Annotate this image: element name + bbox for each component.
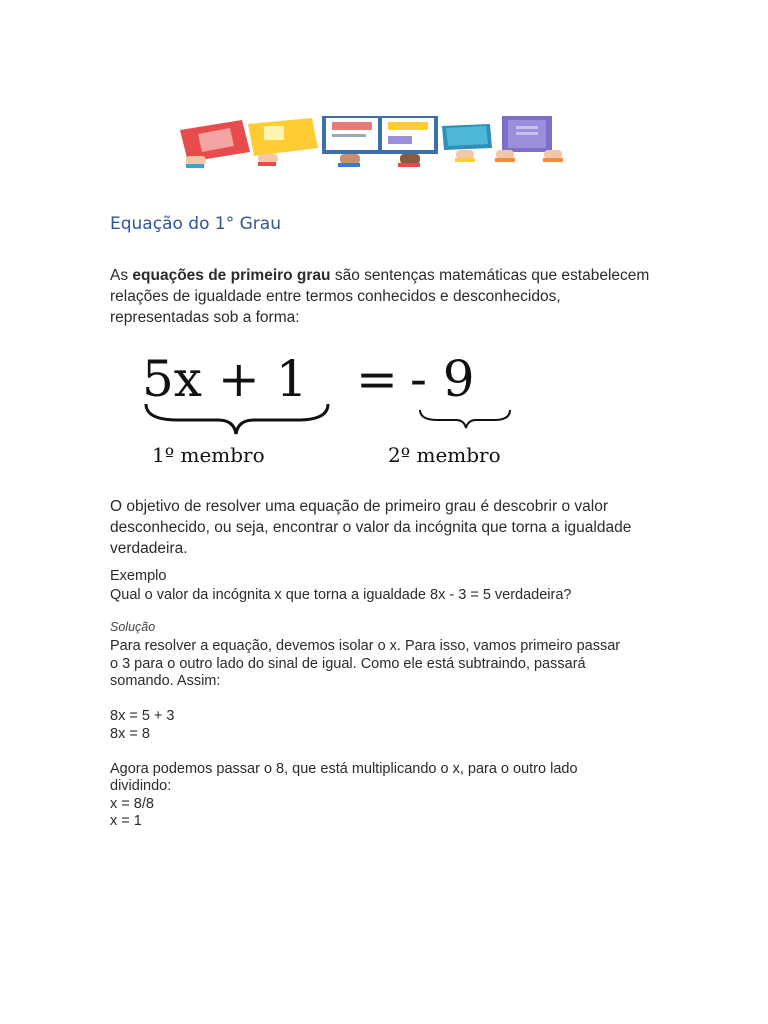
section-heading: Equação do 1° Grau: [110, 214, 281, 234]
solution-text-line: Para resolver a equação, devemos isolar o x. Para isso, vamos primeiro passar: [110, 638, 621, 654]
example-question: Qual o valor da incógnita x que torna a igualdade 8x - 3 = 5 verdadeira?: [110, 587, 572, 603]
left-member-brace: [146, 404, 328, 434]
solution-text-line: dividindo:: [110, 778, 172, 794]
spacer: [110, 691, 670, 709]
intro-text-start: As: [110, 267, 133, 284]
purple-book-icon: [495, 116, 563, 162]
intro-bold-term: equações de primeiro grau: [132, 267, 331, 284]
teal-book-icon: [442, 124, 492, 162]
solution-label: Solução: [110, 620, 156, 634]
equation-right-part: - 9: [410, 352, 475, 408]
equation-equals: =: [356, 352, 398, 408]
intro-paragraph: [110, 265, 650, 328]
solution-step: 8x = 8: [110, 725, 150, 742]
solution-text-line: o 3 para o outro lado do sinal de igual. Como ele está subtraindo, passará: [110, 655, 586, 672]
solution-text-line: somando. Assim:: [110, 673, 221, 689]
example-title: Exemplo: [110, 568, 167, 584]
solution-text-line: Agora podemos passar o 8, que está multiplicando o x, para o outro lado: [110, 760, 578, 777]
open-book-icon: [322, 116, 438, 167]
solution-step: x = 8/8: [110, 795, 154, 812]
spacer: [110, 743, 670, 761]
equation-left-part: 5x + 1: [142, 352, 308, 408]
intro-text-end: são sentenças matemáticas que estabelecem relações de igualdade entre termos conhecidos e desconhecidos, representadas sob a forma:: [110, 267, 650, 326]
children-holding-books-icon: [172, 112, 572, 172]
red-book-icon: [180, 120, 250, 168]
right-member-brace: [420, 410, 510, 428]
solution-step: x = 1: [110, 813, 142, 829]
solution-step: 8x = 5 + 3: [110, 708, 175, 724]
right-member-label: 2º membro: [388, 443, 501, 467]
yellow-book-icon: [248, 118, 318, 166]
left-member-label: 1º membro: [152, 443, 265, 467]
solution-body: [110, 638, 670, 831]
equation-diagram: [138, 352, 568, 472]
objective-paragraph: O objetivo de resolver uma equação de primeiro grau é descobrir o valor desconhecido, ou seja, encontrar o valor da incógnita que torna a igualdade verdadeira.: [110, 498, 632, 557]
